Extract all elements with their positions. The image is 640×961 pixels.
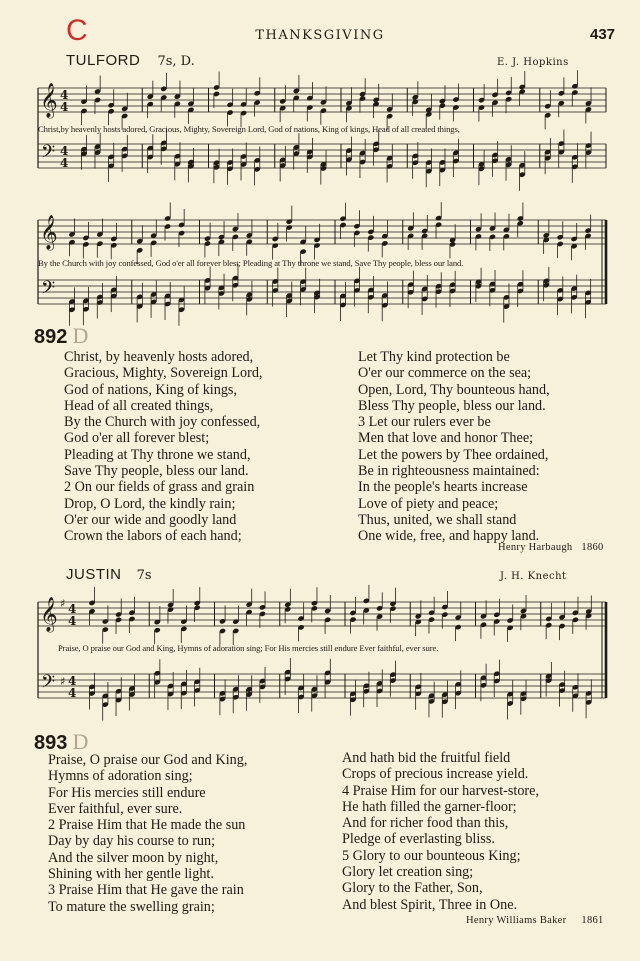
verse-line: One wide, free, and happy land. xyxy=(358,528,540,545)
time-signature: 4 xyxy=(60,88,69,102)
verse-line: Praise, O praise our God and King, xyxy=(48,752,248,768)
hymn-893-left-column xyxy=(48,752,247,915)
hymn-892-left-column xyxy=(64,349,262,545)
verse-line: O'er our commerce on the sea; xyxy=(358,365,532,382)
verse-line: Love of piety and peace; xyxy=(358,495,499,512)
verse-line: Ever faithful, ever sure. xyxy=(48,800,183,817)
author-year: 1861 xyxy=(581,915,604,926)
author-year: 1860 xyxy=(581,542,604,553)
verse-line: God of nations, King of kings, xyxy=(64,381,238,398)
verse-line: To mature the swelling grain; xyxy=(48,898,215,915)
bass-clef-icon: 𝄢 xyxy=(41,672,56,697)
verse-line: Thus, united, we shall stand xyxy=(358,511,517,528)
tune-title-justin xyxy=(66,564,152,583)
verse-line: Glory let creation sing; xyxy=(342,864,474,881)
hymn-number-892 xyxy=(34,323,88,349)
tune-meter: 7s, D. xyxy=(157,54,195,69)
verse-line: 2 On our fields of grass and grain xyxy=(64,479,255,496)
hymn-pencil-mark: D xyxy=(72,729,89,754)
treble-clef-icon: 𝄞 xyxy=(40,83,58,118)
verse-line: Save Thy people, bless our land. xyxy=(64,463,249,480)
treble-clef-icon: 𝄞 xyxy=(40,597,58,632)
hymn-number: 893 xyxy=(34,732,68,754)
verse-line: Bless Thy people, bless our land. xyxy=(358,397,546,414)
key-sharp-icon: ♯ xyxy=(60,675,66,688)
lyric-underlay: Christ,by heavenly hosts adored, Gracious, Mighty, Sovereign Lord, God of nations, King of kings, Head of all created things, xyxy=(38,124,460,134)
treble-clef-icon: 𝄞 xyxy=(40,215,58,250)
verse-line: Open, Lord, Thy bounteous hand, xyxy=(358,381,550,398)
verse-line: He hath filled the garner-floor; xyxy=(342,798,517,815)
verse-line: God o'er all forever blest; xyxy=(64,430,210,447)
verse-line: O'er our wide and goodly land xyxy=(64,511,237,528)
hymn-pencil-mark: D xyxy=(72,323,89,348)
verse-line: And blest Spirit, Three in One. xyxy=(342,896,518,913)
time-signature: 4 xyxy=(68,674,77,688)
time-signature: 4 xyxy=(60,100,69,114)
verse-line: Shining with her gentle light. xyxy=(48,866,214,883)
verse-line: Christ, by heavenly hosts adored, xyxy=(64,349,254,365)
time-signature: 4 xyxy=(68,602,77,616)
verse-line: In the people's hearts increase xyxy=(358,479,528,496)
verse-line: And for richer food than this, xyxy=(342,815,509,832)
tune-title-tulford xyxy=(66,50,195,69)
verse-line: Day by day his course to run; xyxy=(48,833,216,850)
verse-line: For His mercies still endure xyxy=(48,784,206,801)
tune-composer: E. J. Hopkins xyxy=(497,57,569,68)
tune-name: TULFORD xyxy=(66,52,141,69)
tune-meter: 7s xyxy=(136,568,152,583)
verse-line: By the Church with joy confessed, xyxy=(64,414,261,431)
bass-clef-icon: 𝄢 xyxy=(41,278,56,303)
time-signature: 4 xyxy=(60,144,69,158)
lyric-underlay: By the Church with joy confessed, God o'er all forever blest; Pleading at Thy throne we stand, Save Thy people, bless our land. xyxy=(38,258,464,268)
verse-line: Hymns of adoration sing; xyxy=(48,768,193,785)
verse-line: And hath bid the fruitful field xyxy=(342,750,511,766)
verse-line: Crops of precious increase yield. xyxy=(342,766,529,783)
verse-line: Pleading at Thy throne we stand, xyxy=(64,446,251,463)
verse-line: Men that love and honor Thee; xyxy=(358,430,534,447)
verse-line: 3 Praise Him that He gave the rain xyxy=(48,882,244,899)
verse-line: 5 Glory to our bounteous King; xyxy=(342,847,521,864)
verse-line: 3 Let our rulers ever be xyxy=(358,414,491,431)
author-name: Henry Williams Baker xyxy=(466,915,567,926)
tune-name: JUSTIN xyxy=(66,566,122,583)
time-signature: 4 xyxy=(68,614,77,628)
page-number: 437 xyxy=(590,26,616,43)
verse-line: Gracious, Mighty, Sovereign Lord, xyxy=(64,365,263,382)
hymn-892-right-column xyxy=(358,349,550,545)
music-system-1 xyxy=(0,80,640,198)
running-head: THANKSGIVING xyxy=(255,28,385,43)
tune-composer: J. H. Knecht xyxy=(500,571,567,582)
verse-line: Head of all created things, xyxy=(64,397,214,414)
hymn-author xyxy=(466,915,604,926)
verse-line: And the silver moon by night, xyxy=(48,849,219,866)
music-system-2 xyxy=(0,212,640,334)
verse-line: Drop, O Lord, the kindly rain; xyxy=(64,495,236,512)
verse-line: Glory to the Father, Son, xyxy=(342,880,483,897)
music-system-3 xyxy=(0,594,640,720)
verse-line: Be in righteousness maintained: xyxy=(358,463,540,480)
time-signature: 4 xyxy=(68,686,77,700)
verse-line: 2 Praise Him that He made the sun xyxy=(48,817,246,834)
margin-mark: C xyxy=(66,14,88,47)
bass-clef-icon: 𝄢 xyxy=(41,142,56,167)
hymn-author xyxy=(498,542,604,553)
hymn-893-right-column xyxy=(342,750,539,913)
lyric-underlay: Praise, O praise our God and King, Hymns of adoration sing; For His mercies still endure Ever faithful, ever sure. xyxy=(58,643,439,653)
verse-line: 4 Praise Him for our harvest-store, xyxy=(342,782,539,799)
author-name: Henry Harbaugh xyxy=(498,542,573,553)
verse-line: Let the powers by Thee ordained, xyxy=(358,446,549,463)
verse-line: Pledge of everlasting bliss. xyxy=(342,831,495,848)
key-sharp-icon: ♯ xyxy=(60,597,66,610)
time-signature: 4 xyxy=(60,156,69,170)
verse-line: Crown the labors of each hand; xyxy=(64,528,242,545)
verse-line: Let Thy kind protection be xyxy=(358,349,510,365)
hymn-number: 892 xyxy=(34,326,68,348)
